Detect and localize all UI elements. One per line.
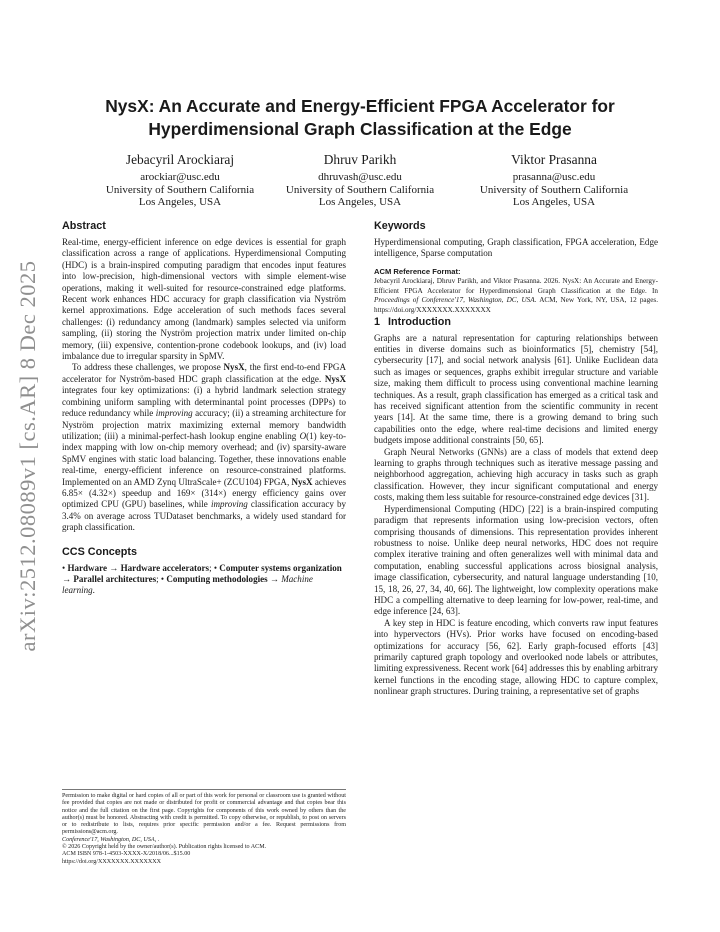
author-name: Dhruv Parikh — [323, 152, 397, 167]
author-block-2 — [250, 152, 470, 209]
emphasis: improving — [155, 408, 193, 419]
text-run: achieves 6.85× (4.32×) speedup and 169× (314×) energy efficiency gains over optimized CPU (GPU) baselines, while — [62, 476, 347, 510]
emphasis: improving — [210, 499, 248, 510]
isbn-line: ACM ISBN 978-1-4503-XXXX-X/2018/06...$15.00 — [62, 851, 191, 858]
author-affiliation: University of Southern California — [105, 183, 255, 196]
abstract-paragraph-2 — [62, 362, 346, 533]
text-run: ACM, New York, NY, USA, 12 pages. https://doi.org/XXXXXXX.XXXXXXX — [374, 296, 658, 314]
intro-paragraph-4: A key step in HDC is feature encoding, which converts raw input features into hypervectors (HVs). Prior works have focused on encoding-based optimizations for accuracy [56, 62]. Early graph-focused efforts [43] primarily captured graph topology and overlooked node labels or attributes, limiting expressiveness. Recent work [64] addresses this by enabling arbitrary kernel functions in the encoding stage, allowing HDC to capture complex, nonlinear graph structures. During training, a representative set of graphs — [374, 617, 658, 697]
author-affiliation: University of Southern California — [285, 183, 435, 196]
acm-reference-heading: ACM Reference Format: — [374, 266, 461, 276]
text-run: To address these challenges, we propose — [72, 362, 224, 373]
proceedings-name: Proceedings of Conference'17, Washington, DC, USA. — [374, 296, 537, 305]
doi-line: https://doi.org/XXXXXXX.XXXXXXX — [62, 858, 162, 865]
author-affiliation: University of Southern California — [479, 183, 629, 196]
title-line-1: NysX: An Accurate and Energy-Efficient FPGA Accelerator for — [105, 96, 615, 116]
arxiv-identifier — [8, 236, 48, 676]
author-email: prasanna@usc.edu — [512, 171, 596, 183]
text-run: , . — [154, 836, 160, 843]
author-location: Los Angeles, USA — [512, 196, 596, 208]
introduction-heading — [374, 316, 658, 329]
intro-paragraph-2: Graph Neural Networks (GNNs) are a class of models that extend deep learning to graphs through techniques such as iterative message passing and neighborhood aggregation, achieving high accuracy in tasks such as graph classification. However, they incur significant computational and energy costs, making them less suitable for resource-constrained edge devices [31]. — [374, 446, 658, 503]
ccs-term: Machine learning — [62, 573, 313, 596]
ccs-term: Computer systems organization — [219, 562, 342, 573]
acm-reference-text — [374, 277, 658, 315]
intro-paragraph-3: Hyperdimensional Computing (HDC) [22] is a brain-inspired computing paradigm that represents information using low-precision vectors, often comprising thousands of dimensions. This representation provides inherent robustness to noise. Unlike deep neural networks, HDC does not require complex iterative training and often generalizes well with minimal data and computation, enabling successful applications across biosignal analysis, image classification, cybersecurity, and natural language understanding [10, 15, 18, 26, 27, 34, 40, 66]. The lightweight, low complexity operations make HDC a compelling alternative to deep learning for low-power, real-time, and edge inference [24, 63]. — [374, 503, 658, 617]
conference-name: Conference'17, Washington, DC, USA — [62, 836, 155, 843]
author-name: Jebacyril Arockiaraj — [125, 152, 235, 167]
author-location: Los Angeles, USA — [318, 196, 402, 208]
author-email: arockiar@usc.edu — [140, 171, 220, 183]
author-location: Los Angeles, USA — [138, 196, 222, 208]
intro-paragraph-1: Graphs are a natural representation for capturing relationships between entities in diverse domains such as bioinformatics [5], chemistry [54], cybersecurity [17], and social network analysis [61]. Unlike Euclidean data such as images or sequences, graphs exhibit irregular structure and variable size, making them difficult to process using conventional machine learning techniques. As a result, graph classification has emerged as a critical task and has received significant attention from the scientific community in recent years [14]. At the same time, there is a growing demand to bring such capabilities onto the edge, where real-time decisions and limited energy budgets impose additional constraints [50, 65]. — [374, 332, 658, 446]
keywords-heading: Keywords — [374, 220, 426, 232]
permission-notice: Permission to make digital or hard copies of all or part of this work for personal or classroom use is granted without fee provided that copies are not made or distributed for profit or commercial advantage and that copies bear this notice and the full citation on the first page. Copyrights for components of this work owned by others than the author(s) must be honored. Abstracting with credit is permitted. To copy otherwise, or republish, to post on servers or to redistribute to lists, requires prior specific permission and/or a fee. Request permissions from permissions@acm.org. — [62, 793, 346, 836]
section-title: Introduction — [388, 315, 451, 328]
ccs-term: Parallel architectures — [73, 573, 157, 584]
ccs-term: Hardware — [67, 562, 107, 573]
abstract-heading: Abstract — [62, 220, 106, 232]
ccs-term: Hardware accelerators — [120, 562, 210, 573]
ccs-heading: CCS Concepts — [62, 545, 137, 558]
conference-line — [62, 837, 346, 844]
arrow: → — [267, 573, 282, 584]
text-run: , the first end-to-end FPGA accelerator for Nyström-based HDC graph classification at the edge. — [62, 362, 346, 384]
system-name: NysX — [223, 362, 245, 373]
text-run: accuracy; (ii) a streaming architecture for Nyström projection matrix maximizing external memory bandwidth utilization; (iii) a minimal-perfect-hash lookup engine enabling — [62, 408, 346, 441]
ccs-term: Computing methodologies — [166, 573, 268, 584]
text-run: (1) key-to-index mapping with low on-chip memory overhead; and (iv) sparsity-aware SpMV engines with static load balancing. Together, these innovations enable real-time, energy-efficient inference on resource-constrained platforms. Implemented on an AMD Zynq UltraScale+ (ZCU104) FPGA, — [62, 430, 346, 487]
ccs-concepts — [62, 563, 346, 597]
text-run: integrates four key optimizations: (i) a hybrid landmark selection strategy combining uniform sampling with determinantal point processes (DPPs) to reduce redundancy while — [62, 385, 346, 419]
text-run: classification accuracy by 3.4% on average across TUDataset benchmarks, a widely used standard for graph classification. — [62, 499, 347, 533]
system-name: NysX — [291, 476, 313, 487]
left-column — [62, 220, 346, 597]
copyright-line: © 2026 Copyright held by the owner/author(s). Publication rights licensed to ACM. — [62, 844, 267, 851]
text-run: . — [92, 585, 95, 596]
author-name: Viktor Prasanna — [511, 152, 597, 167]
text-run: Jebacyril Arockiaraj, Dhruv Parikh, and Viktor Prasanna. 2026. NysX: An Accurate and Energy-Efficient FPGA Accelerator for Hyperdimensional Graph Classification at the Edge. In — [374, 277, 658, 295]
abstract-paragraph-1: Real-time, energy-efficient inference on edge devices is essential for graph classification across a range of applications. Hyperdimensional Computing (HDC) is a brain-inspired computing paradigm that encodes input features into low-precision, high-dimensional vectors with simple element-wise operations, making it well-suited for resource-constrained edge platforms. Recent work enhances HDC accuracy for graph classification via Nyström kernel approximations. Edge acceleration of such methods faces several challenges: (i) redundancy among (landmark) samples selected via uniform sampling, (ii) storing the Nyström projection matrix under limited on-chip memory, (iii) expensive, contention-prone codebook lookups, and (iv) load imbalance due to irregular sparsity in SpMV. — [62, 237, 346, 362]
arxiv-identifier-text: arXiv:2512.08089v1 [cs.AR] 8 Dec 2025 — [15, 260, 40, 652]
arrow: → — [62, 573, 74, 584]
text-run: • — [62, 562, 68, 573]
copyright-footnote — [62, 789, 346, 866]
author-block-3 — [444, 152, 664, 209]
right-column — [374, 220, 658, 698]
keywords-text: Hyperdimensional computing, Graph classification, FPGA acceleration, Edge intelligence, Sparse computation — [374, 237, 658, 259]
text-run: ; • — [156, 573, 167, 584]
author-email: dhruvash@usc.edu — [318, 171, 402, 183]
title-line-2: Hyperdimensional Graph Classification at the Edge — [148, 119, 572, 139]
system-name: NysX — [324, 373, 346, 384]
paper-title — [60, 95, 660, 141]
text-run: ; • — [209, 562, 220, 573]
math-symbol: O — [299, 430, 307, 441]
section-number: 1 — [374, 315, 381, 328]
arrow: → — [106, 562, 121, 573]
